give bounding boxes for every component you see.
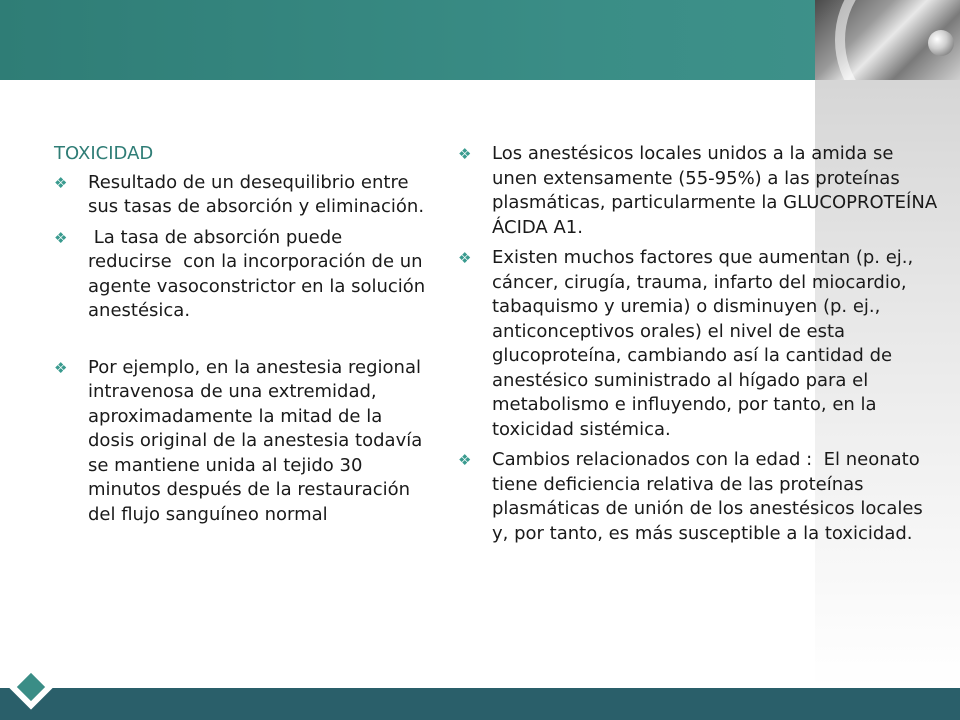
decorative-sphere	[928, 30, 954, 56]
right-column	[458, 142, 943, 552]
footer-bar	[0, 688, 960, 720]
left-column	[54, 142, 431, 533]
decorative-corner-image	[815, 0, 960, 80]
diamond-bullet-icon: ❖	[458, 451, 472, 469]
list-item-text: Existen muchos factores que aumentan (p. ej., cáncer, cirugía, trauma, infarto del miocardio, tabaquismo y uremia) o disminuyen (p. ej., anticonceptivos orales) el nivel de esta glucoproteína, cambiando así la cantidad de anestésico suministrado al hígado para el metabolismo e influyendo, por tanto, en la toxicidad sistémica.	[492, 247, 919, 440]
list-item-text: Resultado de un desequilibrio entre sus tasas de absorción y eliminación.	[88, 171, 425, 217]
diamond-bullet-icon: ❖	[54, 228, 68, 247]
slide-heading: TOXICIDAD	[54, 143, 154, 164]
diamond-bullet-icon: ❖	[54, 358, 68, 377]
list-item	[54, 171, 426, 220]
list-item-text: Los anestésicos locales unidos a la amida se unen extensamente (55-95%) a las proteínas plasmáticas, particularmente la GLUCOPROTEÍNA ÁCIDA A1.	[492, 143, 943, 238]
list-item	[54, 226, 431, 324]
list-item-text: Cambios relacionados con la edad : El neonato tiene deficiencia relativa de las proteínas plasmáticas de unión de los anestésicos locales y, por tanto, es más susceptible a la toxicidad.	[492, 449, 929, 544]
diamond-bullet-icon: ❖	[54, 173, 68, 192]
list-item	[54, 356, 426, 528]
list-item	[458, 142, 943, 240]
diamond-bullet-icon: ❖	[458, 145, 472, 163]
list-item-text: La tasa de absorción puede reducirse con la incorporación de un agente vasoconstrictor en la solución anestésica.	[88, 226, 431, 321]
diamond-bullet-icon: ❖	[458, 249, 472, 267]
list-item-text: Por ejemplo, en la anestesia regional intravenosa de una extremidad, aproximadamente la mitad de la dosis original de la anestesia todavía se mantiene unida al tejido 30 minutos después de la restauración del flujo sanguíneo normal	[88, 356, 428, 525]
list-item	[458, 246, 938, 442]
list-item	[458, 448, 938, 546]
